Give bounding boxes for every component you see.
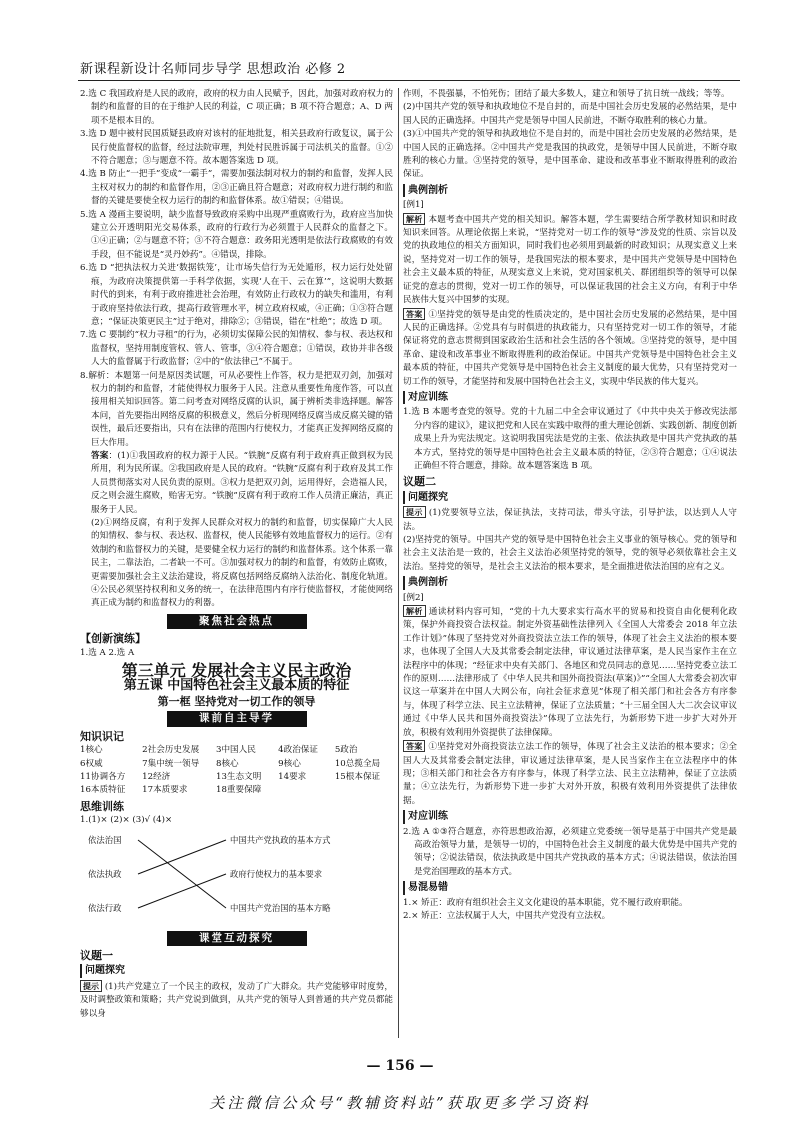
answer-8-analysis: 8.解析：本题第一问是原因类试题，可从必要性上作答，权力是把双刃剑，加强对权力的制约和监督，才能使得权力服务于人民。注意从重要性角度作答，可以直接用相关知识回答。第二问考查对网络反腐的认识，属于辨析类非选择题。解答本问，首先要指出网络反腐的积极意义，然后分析现网络反腐当成反腐关键的错误性，最后还要指出，只有在法律的范围内行使权力，才能真正发挥网络反腐的巨大作用。: [80, 370, 393, 448]
right-column: [403, 88, 737, 923]
training-1-answer: 1.选 B 本题考查党的领导。党的十九届二中全会审议通过了《中共中央关于修改宪法部分内容的建议》，建议把党和人民在实践中取得的重大理论创新、实践创新、制度创新成果上升为宪法规定。这说明我国宪法是党的主张、依法执政是中国共产党执政的基本方式，坚持党的领导是中国特色社会主义最本质的特征，②③符合题意；①④说法正确但不符合题意，排除。故本题答案选 B 项。: [403, 407, 737, 471]
knowledge-item: 2社会历史发展: [142, 745, 200, 756]
knowledge-item: 9核心: [278, 758, 301, 769]
example-1-analysis: 解析 本题考查中国共产党的相关知识。解答本题，学生需要结合所学教材知识和时政知识来回答。从理论依据上来说，“坚持党对一切工作的领导”涉及党的性质、宗旨以及党的执政地位的相关方面知识，同时我们也必须用到最新的时政知识；从现实意义上来说，坚持党对一切工作的领导，是我国宪法的根本要求，是中国共产党领导是中国特色社会主义最本质的特征，从现实意义上来说，党对国家机关、群团组织等的领导可以保证党的意志的贯彻，党对一切工作的领导，可以保证我国的社会主义方向，有利于中华民族伟大复兴中国梦的实现。: [403, 213, 738, 306]
hint-1-cont: 作则，不畏强暴，不怕死伤；团结了最大多数人，建立和领导了抗日统一战线；等等。: [403, 89, 730, 99]
banner-preclass: 课前自主导学: [167, 711, 307, 726]
match-line-3: [138, 874, 226, 908]
answer-8-part2: (2)①网络反腐，有利于发挥人民群众对权力的制约和监督，切实保障广大人民的知情权、参与权、表达权、监督权，使人民能够有效地监督权力的运行。②有效制约和监督权力的关键，是要健全权力运行的制约和监督体系。这个体系一靠民主，二靠法治，二者缺一不可。③加强对权力的制约和监督，有效防止腐败，更需要加强社会主义法治建设，将反腐包括网络反腐纳入法治化、制度化轨道。④公民必须坚持权利和义务的统一，在法律范围内有序行使监督权，才能使网络真正成为制约和监督权力的利器。: [91, 518, 393, 609]
match-line-2: [138, 840, 226, 874]
knowledge-item: 14要求: [278, 771, 307, 782]
hint-1-3: (3)①中国共产党的领导和执政地位不是自封的，而是中国社会历史发展的必然结果，是中国人民的正确选择。②中国共产党是我国的执政党，是领导中国人民前进，不断夺取胜利的核心力量。③坚持党的领导，是中国革命、建设和改革事业不断取得胜利的政治保证。: [403, 129, 737, 180]
knowledge-item: 7集中统一领导: [142, 758, 200, 769]
knowledge-item: 10总揽全局: [334, 758, 381, 769]
answer-label-1: 答案: [403, 308, 425, 320]
answer-5: 5.选 A 漫画主要说明，缺少监督导致政府采购中出现严重腐败行为，政府应当加快建立公开透明阳光交易体系，政府的行政行为必须置于人民群众的监督之下。①④正确；②与题意不符；③不符合题意：政务阳光透明是依法行政腐败的有效手段，但不能说是“灵丹妙药”。④错误，排除。: [80, 209, 393, 260]
answer-2: 2.选 C 我国政府是人民的政府，政府的权力由人民赋予，因此，加强对政府权力的制约和监督的目的在于维护人民的利益，C 项正确；B 项不符合题意；A、D 两项不是根本目的。: [80, 89, 393, 126]
knowledge-item: 8核心: [216, 758, 239, 769]
knowledge-item: 4政治保证: [278, 745, 318, 756]
analysis-label-2: 解析: [403, 605, 426, 617]
example-2-answer: 答案 ①坚持党对外商投资法立法工作的领导，体现了社会主义法治的根本要求；②全国人大及其常委会制定法律，审议通过法律草案，是人民当家作主在立法程序中的体现；③相关部门和社会各方有序参与，体现了科学立法、民主立法精神，保证了立法质量；④立法先行，为新形势下进一步扩大对外开放，积极有效利用外资提供了法律依据。: [403, 741, 738, 806]
match-left-3: 依法行政: [88, 902, 122, 913]
page-number: — 156 —: [366, 1058, 434, 1074]
hint-2-1: 提示 (1)党要领导立法，保证执法，支持司法，带头守法，引导护法，以达到人人守法。: [403, 507, 737, 532]
knowledge-title: 知识识记: [80, 729, 124, 743]
match-right-1: 中国共产党执政的基本方式: [230, 834, 331, 845]
answer-4: 4.选 B 防止“一把手”变成“一霸手”，需要加强法制对权力的制约和监督，发挥人民主权对权力的制约和监督作用，②③正确且符合题意；对政府权力进行制约和监督的关键是要使全权力运行的制约和监督体系。故①错误；④错误。: [80, 169, 393, 207]
left-column: [80, 88, 393, 1021]
banner-interactive: 课堂互动探究: [167, 931, 307, 946]
training-1: 对应训练: [403, 391, 737, 404]
problem-inquiry-1: 问题探究: [80, 964, 393, 977]
answer-7: 7.选 C 要制约“权力寻租”的行为，必须切实保障公民的知情权、参与权、表达权和监督权，坚持用制度管权、管人、管事，③④符合题意；①错误，政协并非各级人大的监督属于行政监督；②中的“依法律己”不属于。: [80, 330, 393, 368]
knowledge-item: 3中国人民: [216, 745, 256, 756]
example-analysis-2: 典例剖析: [403, 576, 737, 589]
topic-2-title: 议题二: [403, 475, 436, 489]
problem-inquiry-2: 问题探究: [403, 491, 737, 504]
analysis-label: 解析: [403, 213, 425, 225]
match-right-2: 政府行使权力的基本要求: [230, 868, 323, 879]
error-prone-title: 易混易错: [403, 881, 737, 894]
answer-3: 3.选 D 题中被村民国质疑县政府对该村的征地批复，相关县政府行政复议，属于公民行使监督权的监督，经过法院审理，判处村民胜诉属于司法机关的监督。①②不符合题意；③与题意不符。故本题答案选 D 项。: [80, 129, 393, 167]
thinking-answers: 1.(1)× (2)× (3)√ (4)×: [80, 815, 173, 826]
hint-1: 提示 (1)共产党建立了一个民主的政权，发动了广大群众。共产党能够审时度势，及时调整政策和策略；共产党说到做到，从共产党的领导人到普通的共产党员都能够以身: [80, 980, 393, 1019]
example-analysis-1: 典例剖析: [403, 184, 737, 197]
example-2-label: [例2]: [403, 592, 424, 603]
knowledge-item: 6权威: [80, 758, 103, 769]
lesson-title: 第五课 中国特色社会主义最本质的特征: [123, 678, 350, 694]
knowledge-item: 12经济: [142, 771, 171, 782]
knowledge-grid: [80, 744, 393, 798]
knowledge-item: 17本质要求: [142, 785, 188, 796]
knowledge-item: 1核心: [80, 745, 103, 756]
hint-label: 提示: [80, 980, 102, 992]
hint-2-2: (2)坚持党的领导。中国共产党的领导是中国特色社会主义事业的领导核心。党的领导和社会主义法治是一致的，社会主义法治必须坚持党的领导，党的领导必须依靠社会主义法治。坚持党的领导，是社会主义法治的根本要求，是全面推进依法治国的应有之义。: [403, 535, 737, 572]
topic-1-title: 议题一: [80, 948, 113, 962]
frame-title: 第一框 坚持党对一切工作的领导: [157, 694, 316, 708]
page-header: [78, 58, 740, 81]
thinking-title: 思维训练: [80, 799, 124, 813]
matching-lines: [80, 830, 393, 928]
footer-note: 关注微信公众号“教辅资料站”获取更多学习资料: [209, 1094, 591, 1112]
error-2: 2.× 矫正：立法权属于人大，中国共产党没有立法权。: [403, 910, 611, 921]
knowledge-item: 5政治: [334, 745, 358, 756]
match-left-1: 依法治国: [88, 834, 122, 845]
banner-hotspot: 聚焦社会热点: [167, 614, 307, 629]
knowledge-item: 15根本保证: [334, 771, 381, 782]
training-2: 对应训练: [403, 810, 737, 823]
knowledge-item: 18重要保障: [216, 785, 262, 796]
matching-diagram: [80, 830, 393, 928]
example-1-label: [例1]: [403, 200, 424, 211]
answer-label: 答案: [91, 450, 109, 461]
knowledge-item: 13生态文明: [216, 771, 262, 782]
hint-1-2: (2)中国共产党的领导和执政地位不是自封的，而是中国社会历史发展的必然结果，是中国人民的正确选择。中国共产党是领导中国人民前进，不断夺取胜利的核心力量。: [403, 102, 737, 126]
match-right-3: 中国共产党治国的基本方略: [230, 902, 331, 913]
knowledge-item: 16本质特征: [80, 785, 126, 796]
error-1: 1.× 矫正：政府有组织社会主义文化建设的基本职能，党不履行政府职能。: [403, 897, 688, 908]
answer-label-2: 答案: [403, 740, 425, 752]
unit-title: 第三单元 发展社会主义民主政治: [121, 661, 352, 681]
innovation-answers: 1.选 A 2.选 A: [80, 647, 135, 658]
column-divider: [398, 88, 399, 1038]
header-title: 新课程新设计名师同步导学 思想政治 必修 2: [80, 62, 346, 77]
training-2-answer: 2.选 A ①③符合题意，亦符思想政治源，必须建立党委统一领导是基于中国共产党是最高政治领导力量，是领导一切的，中国特色社会主义制度的最大优势是中国共产党的领导；②说法错误，依法执政是中国共产党执政的基本方式；④说法错误，依法治国是党治国理政的基本方式。: [403, 826, 737, 877]
answer-8-part1: 答案：(1)①我国政府的权力源于人民。“铁腕”反腐有利于政府真正做到权为民所用，利为民所谋。②我国政府是人民的政府。“铁腕”反腐有利于政府及其工作人员贯彻落实对人民负责的原则。③权力是把双刃剑，运用得好，会造福人民，反之则会滋生腐败，贻害无穷。“铁腕”反腐有利于政府工作人员清正廉洁，真正服务于人民。: [91, 450, 393, 515]
example-1-answer: 答案 ①坚持党的领导是由党的性质决定的，是中国社会历史发展的必然结果，是中国人民的正确选择。②党具有与时俱进的执政能力，只有坚持党对一切工作的领导，才能保证将党的意志贯彻到国家政治生活和社会生活的各个领域。③坚持党的领导，是中国革命、建设和改革事业不断取得胜利的政治保证。中国共产党领导是中国特色社会主义最本质的特征，中国共产党领导是中国特色社会主义制度的最大优势，只有坚持党对一切工作的领导，才能坚持和发展中国特色社会主义，实现中华民族的伟大复兴。: [403, 308, 738, 387]
hint-label-2: 提示: [403, 506, 426, 518]
example-2-analysis: 解析 通读材料内容可知，“党的十九大要求实行高水平的贸易和投资自由化便利化政策，保护外商投资合法权益。制定外资基础性法律列入《全国人大常委会 2018 年立法工作计划》”体现了坚持党对外商投资法立法工作的领导，体现了社会主义法治的根本要求，也体现了全国人大及其常委会制定法律，审议通过法律草案，是人民当家作主在立法程序中的体现；“经征求中央有关部门、各地区和党员同志的意见……坚持党委立法工作的原则……法律形成了《中华人民共和国外商投资法(草案)》”“全国人大常委会初次审议这一草案并在中国人大网公布，向社会征求意见”体现了相关部门和社会各方有序参与，体现了科学立法、民主立法精神，保证了立法质量；“十三届全国人大二次会议审议通过《中华人民共和国外商投资法》”体现了立法先行，为新形势下进一步扩大对外开放，积极有效利用外资提供了法律保障。: [403, 606, 737, 738]
knowledge-item: 11协调各方: [80, 771, 126, 782]
match-line-1: [138, 840, 226, 908]
answer-6: 6.选 D “把执法权力关进‘数据铁笼’，让市场失信行为无处遁形，权力运行处处留痕，为政府决策提供第一手科学依据，实现‘人在干、云在算’”，这说明大数据时代的到来，有利于政府推进社会治理，有效防止行政权力的缺失和滥用，有利于政府坚持依法行政，提高行政管理水平，树立政府权威，④正确；①③符合题意；“保证决策更民主”过于绝对，排除②；③错误，错在“杜绝”；故选 D 项。: [80, 263, 393, 327]
match-left-2: 依法执政: [88, 868, 122, 879]
innovation-title: 【创新演练】: [80, 632, 146, 646]
